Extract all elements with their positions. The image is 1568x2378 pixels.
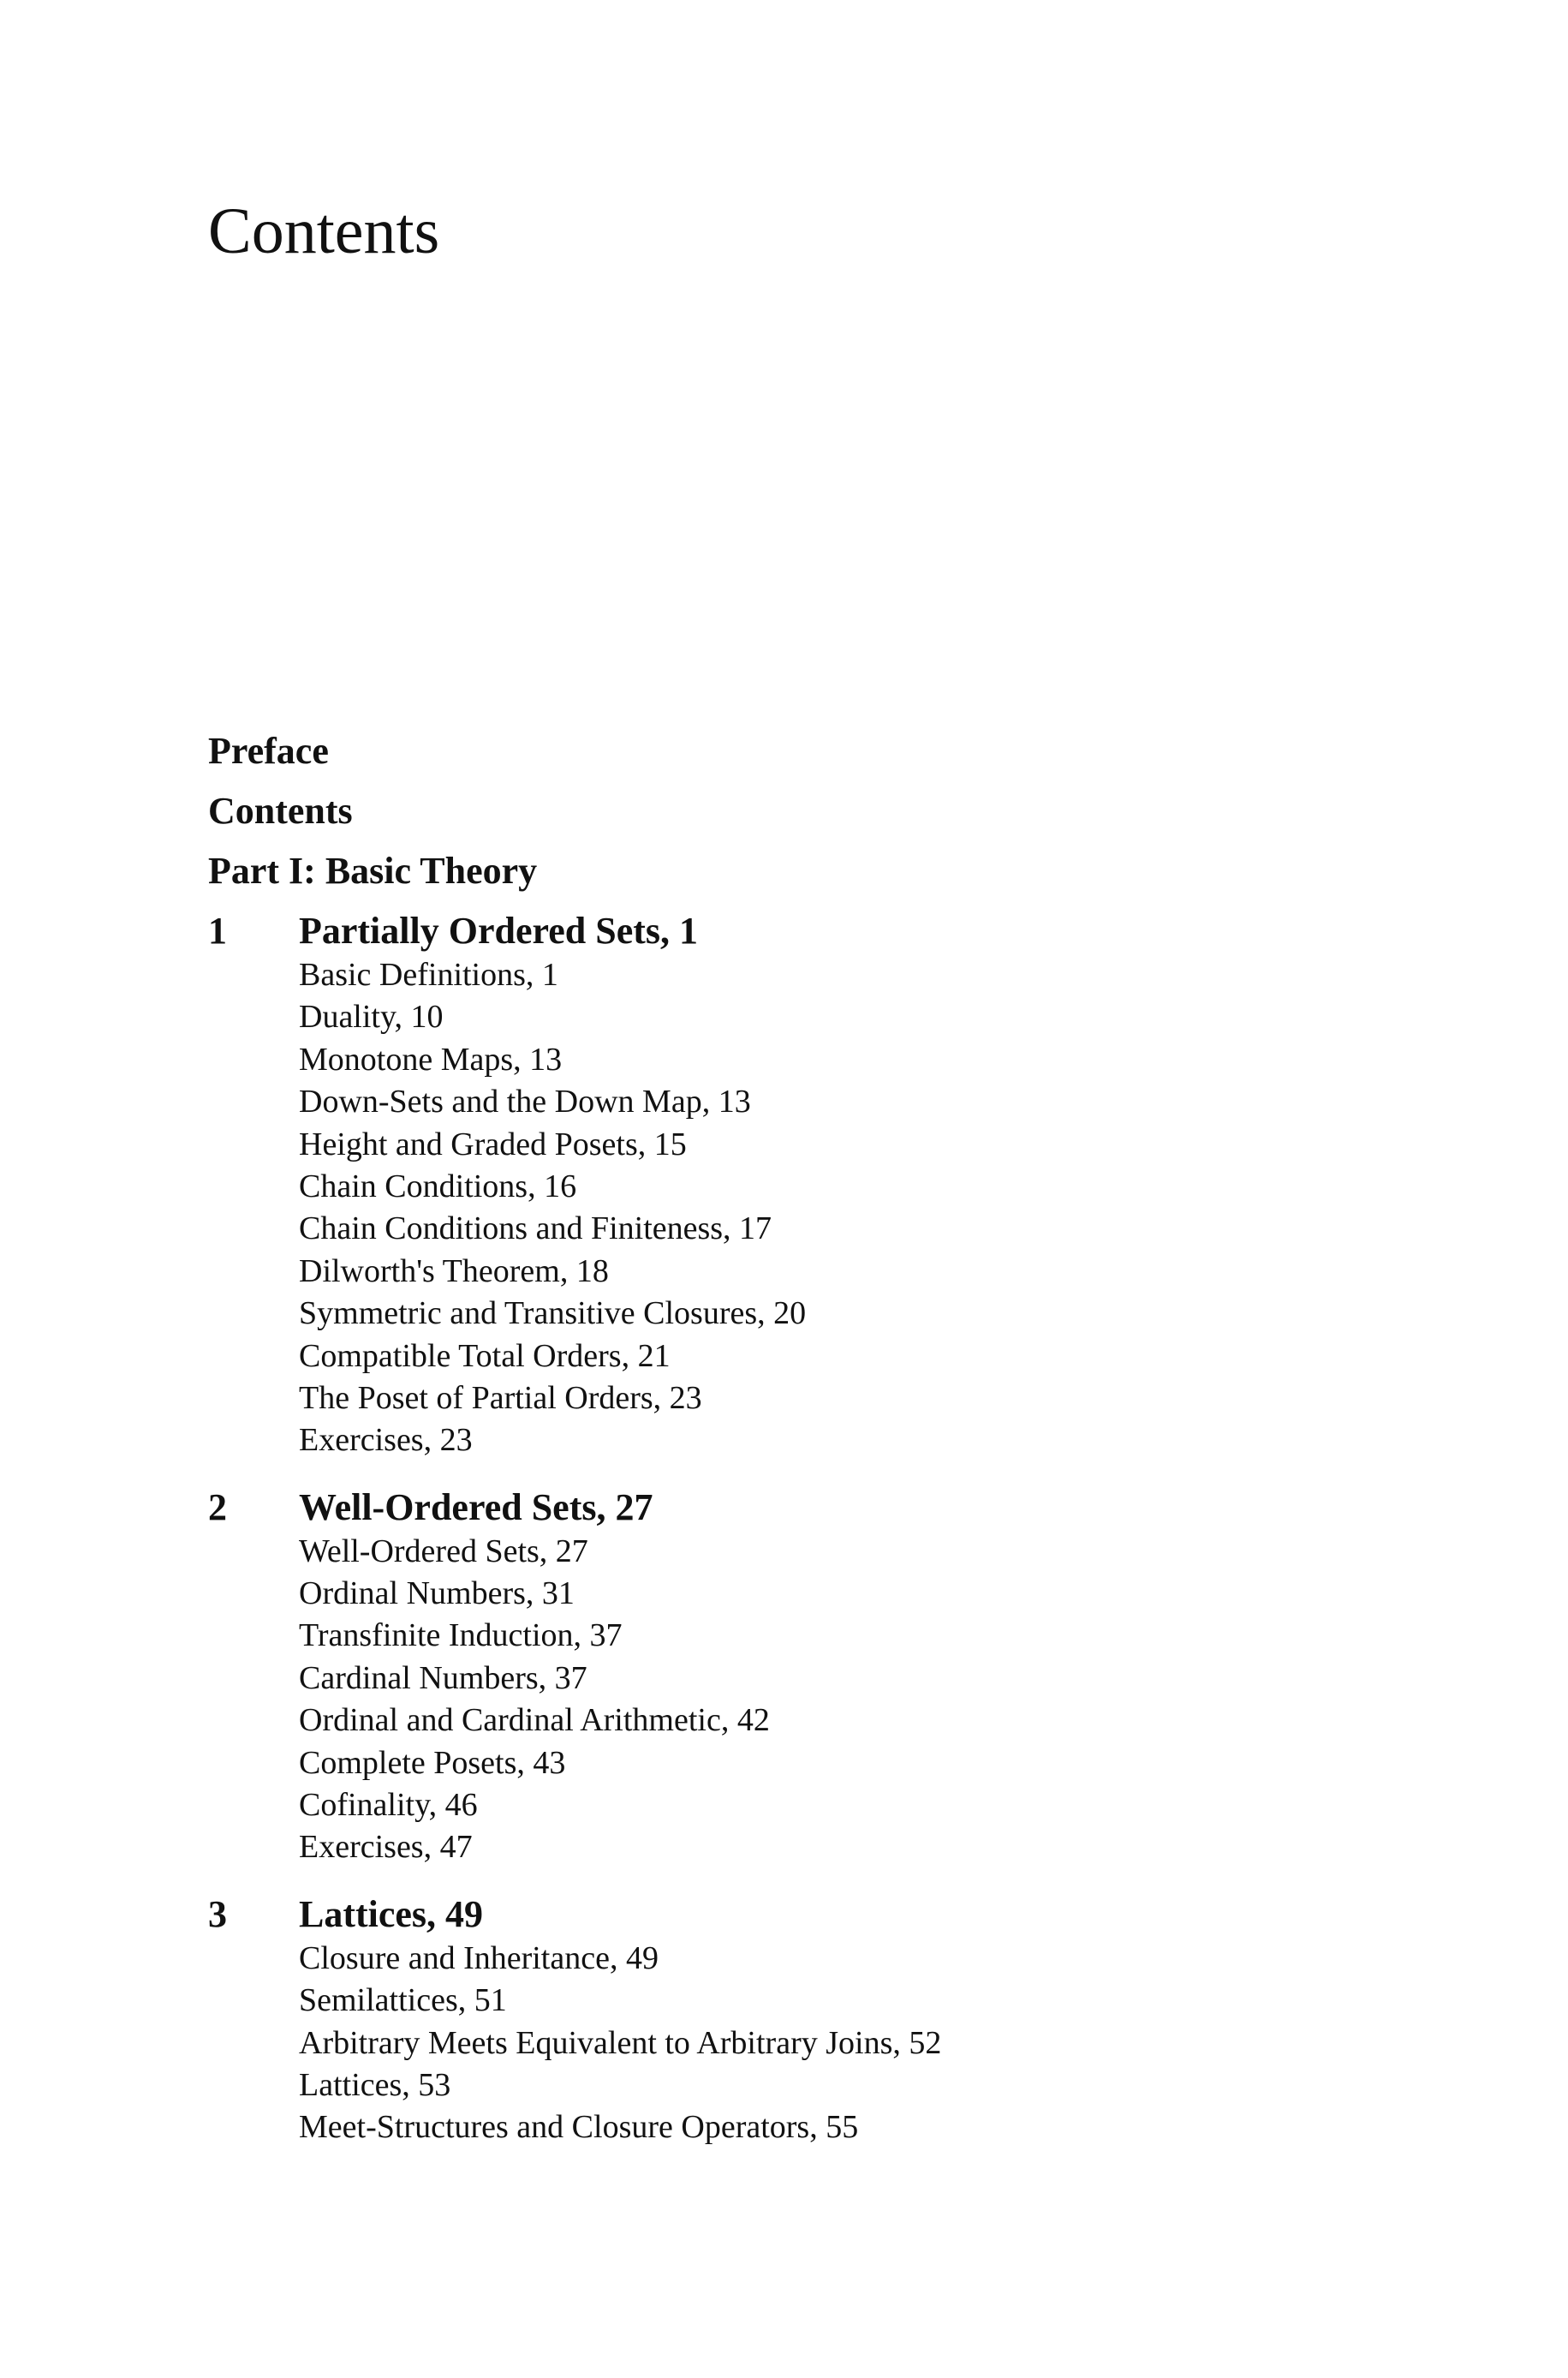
- chapter-heading[interactable]: [208, 1885, 1407, 1945]
- chapter-heading[interactable]: [208, 1478, 1407, 1538]
- toc-section-entry[interactable]: Complete Posets, 43: [299, 1744, 566, 1781]
- toc-section-entry[interactable]: Down-Sets and the Down Map, 13: [299, 1084, 751, 1120]
- toc-section-entry[interactable]: Monotone Maps, 13: [299, 1041, 563, 1078]
- toc-entry-part-one[interactable]: Part I: Basic Theory: [208, 850, 538, 892]
- section-list: [299, 954, 1407, 1462]
- toc-section-entry[interactable]: Lattices, 53: [299, 2066, 451, 2103]
- toc-section-entry[interactable]: Exercises, 23: [299, 1422, 473, 1459]
- toc-entry-preface[interactable]: Preface: [208, 730, 329, 772]
- toc-section-entry[interactable]: Cofinality, 46: [299, 1787, 478, 1824]
- section-list: [299, 1938, 1407, 2149]
- toc-section-entry[interactable]: Chain Conditions and Finiteness, 17: [299, 1210, 772, 1247]
- toc-section-entry[interactable]: Symmetric and Transitive Closures, 20: [299, 1295, 807, 1332]
- toc-section-entry[interactable]: Exercises, 47: [299, 1829, 473, 1866]
- toc-section-entry[interactable]: Cardinal Numbers, 37: [299, 1659, 587, 1696]
- toc-section-entry[interactable]: Ordinal and Cardinal Arithmetic, 42: [299, 1702, 770, 1739]
- toc-section-entry[interactable]: Transfinite Induction, 37: [299, 1617, 623, 1654]
- table-of-contents: [208, 721, 1407, 2149]
- toc-section-entry[interactable]: Closure and Inheritance, 49: [299, 1939, 659, 1976]
- page-title: Contents: [208, 195, 440, 267]
- chapter-1: [208, 901, 1407, 1462]
- chapter-list: [208, 901, 1407, 2149]
- chapter-number: 3: [208, 1892, 227, 1935]
- toc-entry-contents[interactable]: Contents: [208, 790, 353, 832]
- toc-section-entry[interactable]: Height and Graded Posets, 15: [299, 1126, 687, 1162]
- chapter-number: 2: [208, 1485, 227, 1528]
- toc-section-entry[interactable]: Well-Ordered Sets, 27: [299, 1533, 588, 1569]
- toc-section-entry[interactable]: Dilworth's Theorem, 18: [299, 1252, 609, 1289]
- toc-section-entry[interactable]: Chain Conditions, 16: [299, 1168, 577, 1204]
- toc-section-entry[interactable]: Arbitrary Meets Equivalent to Arbitrary Joins, 52: [299, 2024, 942, 2061]
- chapter-number: 1: [208, 910, 227, 952]
- section-list: [299, 1531, 1407, 1869]
- toc-section-entry[interactable]: Basic Definitions, 1: [299, 957, 558, 993]
- toc-section-entry[interactable]: Duality, 10: [299, 999, 444, 1036]
- toc-section-entry[interactable]: Meet-Structures and Closure Operators, 55: [299, 2109, 859, 2146]
- toc-section-entry[interactable]: The Poset of Partial Orders, 23: [299, 1379, 702, 1416]
- chapter-heading[interactable]: [208, 901, 1407, 961]
- chapter-title: Partially Ordered Sets, 1: [299, 910, 698, 952]
- chapter-3: [208, 1885, 1407, 2149]
- chapter-2: [208, 1478, 1407, 1869]
- toc-section-entry[interactable]: Ordinal Numbers, 31: [299, 1575, 575, 1612]
- toc-section-entry[interactable]: Semilattices, 51: [299, 1982, 507, 2019]
- toc-section-entry[interactable]: Compatible Total Orders, 21: [299, 1337, 671, 1374]
- chapter-title: Well-Ordered Sets, 27: [299, 1485, 653, 1528]
- chapter-title: Lattices, 49: [299, 1892, 484, 1935]
